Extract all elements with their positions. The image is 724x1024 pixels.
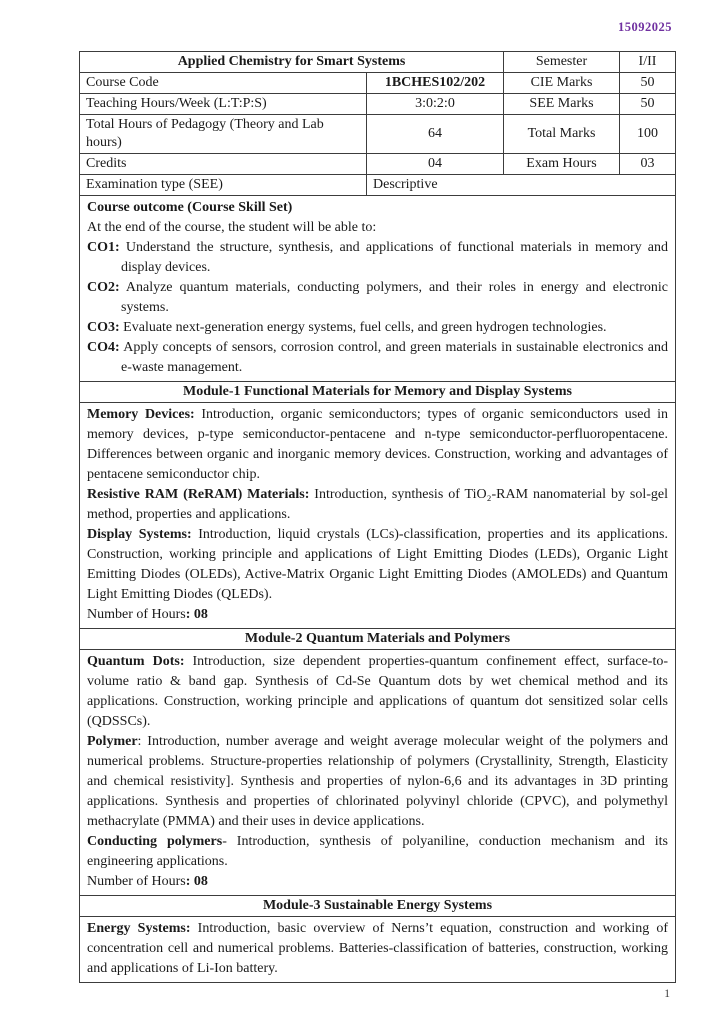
- table-row: [80, 154, 676, 175]
- module-3-content: [79, 916, 676, 983]
- outcome-code: CO4:: [87, 340, 120, 355]
- module-3-title: Module-3 Sustainable Energy Systems: [79, 895, 676, 917]
- table-row: [80, 94, 676, 115]
- hours-value: : 08: [185, 874, 208, 889]
- credits-value: 04: [367, 154, 504, 175]
- module-1-title: Module-1 Functional Materials for Memory and Display Systems: [79, 381, 676, 403]
- table-row: [80, 52, 676, 73]
- paragraph-lead: Energy Systems:: [87, 921, 191, 936]
- outcome-code: CO1:: [87, 240, 120, 255]
- paragraph-text: Introduction, basic overview of Nerns’t equation, construction and working of concentration cell and numerical problems. Batteries-classification of batteries, construction, working and applications of Li-Ion battery.: [87, 921, 668, 976]
- module-paragraph: [87, 919, 668, 979]
- syllabus-table: [79, 51, 676, 983]
- exam-type-value: Descriptive: [367, 175, 676, 196]
- outcome-text: Analyze quantum materials, conducting polymers, and their roles in energy and electronic systems.: [119, 280, 668, 315]
- total-marks-label: Total Marks: [504, 115, 620, 154]
- exam-type-label: Examination type (SEE): [80, 175, 367, 196]
- see-marks-label: SEE Marks: [504, 94, 620, 115]
- doc-number: 15092025: [618, 20, 672, 34]
- outcome-text: Evaluate next-generation energy systems, fuel cells, and green hydrogen technologies.: [119, 320, 607, 335]
- see-marks-value: 50: [620, 94, 676, 115]
- cie-marks-label: CIE Marks: [504, 73, 620, 94]
- total-marks-value: 100: [620, 115, 676, 154]
- exam-hours-label: Exam Hours: [504, 154, 620, 175]
- semester-value: I/II: [620, 52, 676, 73]
- outcome-item: [87, 278, 668, 318]
- outcome-item: [87, 318, 668, 338]
- pedagogy-hours-label: Total Hours of Pedagogy (Theory and Lab hours): [80, 115, 367, 154]
- teaching-hours-value: 3:0:2:0: [367, 94, 504, 115]
- outcome-item: [87, 238, 668, 278]
- course-outcome-intro: At the end of the course, the student will be able to:: [87, 220, 377, 235]
- paragraph-lead: Polymer: [87, 734, 138, 749]
- exam-hours-value: 03: [620, 154, 676, 175]
- course-outcome-section: [79, 195, 676, 382]
- module-hours: [87, 872, 668, 892]
- course-title: Applied Chemistry for Smart Systems: [80, 52, 504, 73]
- paragraph-lead: Resistive RAM (ReRAM) Materials:: [87, 487, 310, 502]
- pedagogy-hours-value: 64: [367, 115, 504, 154]
- hours-label: Number of Hours: [87, 874, 186, 889]
- paragraph-text: Introduction, organic semiconductors; types of organic semiconductors used in memory devices, p-type semiconductor-pentacene and n-type semiconductor-perfluoropentacene. Differences between organic and inorganic memory devices. Construction, working and advantages of pentacene semiconductor chip.: [87, 407, 668, 482]
- outcome-code: CO3:: [87, 320, 120, 335]
- module-paragraph: [87, 405, 668, 485]
- module-2-title: Module-2 Quantum Materials and Polymers: [79, 628, 676, 650]
- paragraph-text: - Introduction, synthesis of polyaniline, conduction mechanism and its engineering applications.: [87, 834, 669, 869]
- module-paragraph: [87, 732, 668, 832]
- semester-label: Semester: [504, 52, 620, 73]
- teaching-hours-label: Teaching Hours/Week (L:T:P:S): [80, 94, 367, 115]
- module-paragraph: [87, 652, 668, 732]
- hours-label: Number of Hours: [87, 607, 186, 622]
- module-paragraph: [87, 525, 668, 605]
- module-1-content: [79, 402, 676, 629]
- cie-marks-value: 50: [620, 73, 676, 94]
- paragraph-lead: Quantum Dots:: [87, 654, 185, 669]
- course-meta-table: [79, 51, 676, 196]
- module-paragraph: [87, 832, 668, 872]
- paragraph-lead: Display Systems:: [87, 527, 192, 542]
- table-row: [80, 175, 676, 196]
- course-code-value: 1BCHES102/202: [367, 73, 504, 94]
- outcome-code: CO2:: [87, 280, 120, 295]
- outcome-text: Understand the structure, synthesis, and applications of functional materials in memory and display devices.: [119, 240, 668, 275]
- module-hours: [87, 605, 668, 625]
- table-row: [80, 115, 676, 154]
- table-row: [80, 73, 676, 94]
- hours-value: : 08: [185, 607, 208, 622]
- paragraph-text: Introduction, size dependent properties-quantum confinement effect, surface-to-volume ratio & band gap. Synthesis of Cd-Se Quantum dots by wet chemical method and its applications. Construction, working principle and applications of quantum dot sensitized solar cells (QDSSCs).: [87, 654, 668, 729]
- credits-label: Credits: [80, 154, 367, 175]
- module-paragraph: [87, 485, 668, 525]
- course-code-label: Course Code: [80, 73, 367, 94]
- paragraph-text: : Introduction, number average and weight average molecular weight of the polymers and numerical problems. Structure-properties relationship of polymers (Crystallinity, Strength, Elasticity and chemical resistivity]. Synthesis and properties of nylon-6,6 and its advantages in 3D printing applications. Synthesis and properties of chlorinated polyvinyl chloride (CPVC), and polymethyl methacrylate (PMMA) and their uses in device applications.: [87, 734, 668, 829]
- paragraph-text: Introduction, liquid crystals (LCs)-classification, properties and its applications. Construction, working principle and applications of Light Emitting Diodes (LEDs), Organic Light Emitting Diodes (OLEDs), Active-Matrix Organic Light Emitting Diodes (AMOLEDs) and Quantum Light Emitting Diodes (QLEDs).: [87, 527, 668, 602]
- page-number: 1: [664, 988, 670, 1000]
- outcome-text: Apply concepts of sensors, corrosion control, and green materials in sustainable electronics and e-waste management.: [119, 340, 668, 375]
- paragraph-lead: Conducting polymers: [87, 834, 223, 849]
- module-2-content: [79, 649, 676, 896]
- outcome-item: [87, 338, 668, 378]
- paragraph-text: Introduction, synthesis of TiO₂-RAM nanomaterial by sol-gel method, properties and applications.: [87, 487, 668, 522]
- course-outcome-heading: Course outcome (Course Skill Set): [87, 200, 293, 215]
- paragraph-lead: Memory Devices:: [87, 407, 195, 422]
